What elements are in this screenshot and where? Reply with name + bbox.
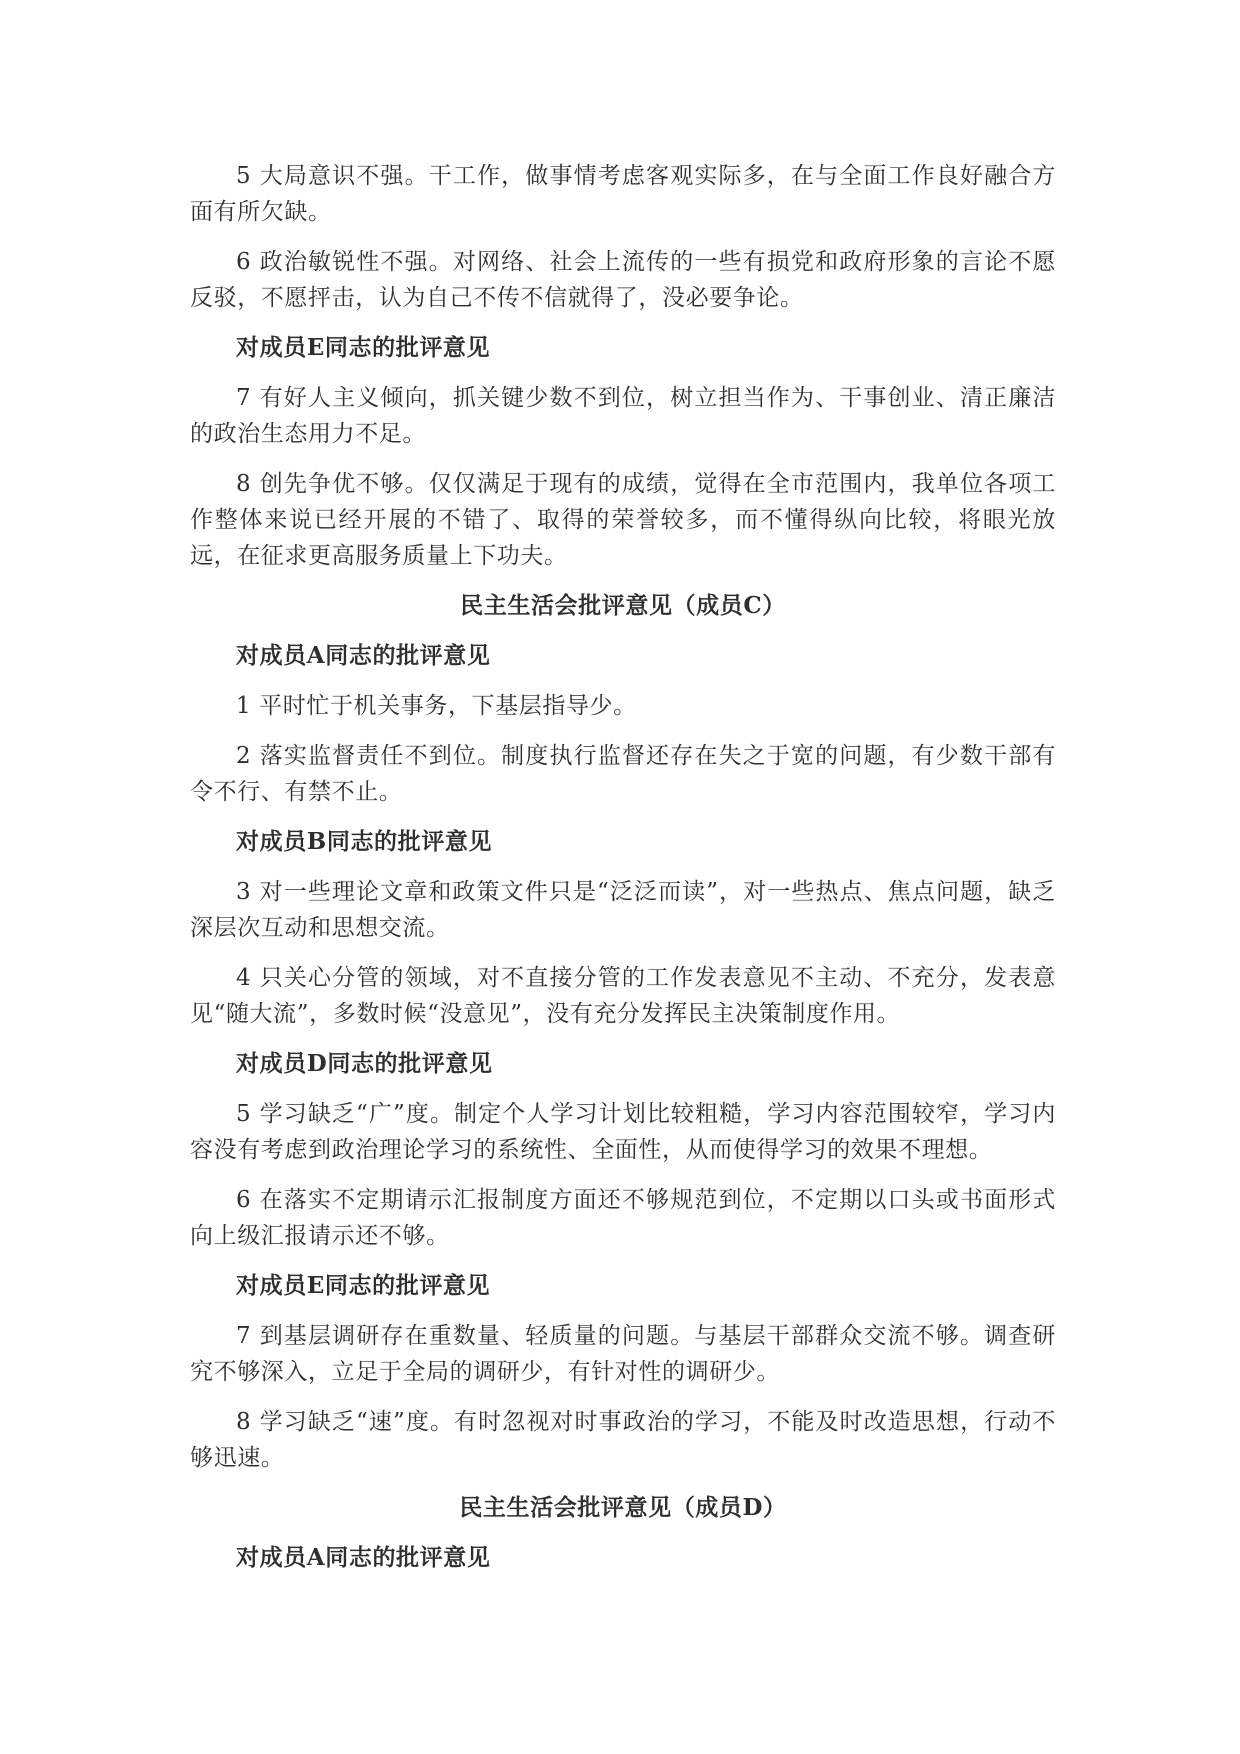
paragraph: 7 到基层调研存在重数量、轻质量的问题。与基层干部群众交流不够。调查研究不够深入，立足于全局的调研少，有针对性的调研少。 [190, 1323, 1056, 1385]
paragraph: 5 大局意识不强。干工作，做事情考虑客观实际多，在与全面工作良好融合方面有所欠缺。 [190, 163, 1056, 225]
paragraph: 5 学习缺乏“广”度。制定个人学习计划比较粗糙，学习内容范围较窄，学习内容没有考虑到政治理论学习的系统性、全面性，从而使得学习的效果不理想。 [190, 1101, 1056, 1163]
document-page [190, 158, 1056, 1590]
paragraph: 1 平时忙于机关事务，下基层指导少。 [236, 693, 637, 719]
paragraph: 4 只关心分管的领域，对不直接分管的工作发表意见不主动、不充分，发表意见“随大流”，多数时候“没意见”，没有充分发挥民主决策制度作用。 [190, 965, 1056, 1027]
section-title: 民主生活会批评意见（成员D） [459, 1494, 787, 1521]
paragraph: 7 有好人主义倾向，抓关键少数不到位，树立担当作为、干事创业、清正廉洁的政治生态用力不足。 [190, 385, 1056, 447]
sub-heading: 对成员A同志的批评意见 [236, 1544, 491, 1571]
paragraph: 3 对一些理论文章和政策文件只是“泛泛而读”，对一些热点、焦点问题，缺乏深层次互动和思想交流。 [190, 879, 1056, 941]
paragraph: 6 政治敏锐性不强。对网络、社会上流传的一些有损党和政府形象的言论不愿反驳，不愿抨击，认为自己不传不信就得了，没必要争论。 [190, 249, 1056, 311]
sub-heading: 对成员E同志的批评意见 [236, 1272, 491, 1299]
paragraph: 8 创先争优不够。仅仅满足于现有的成绩，觉得在全市范围内，我单位各项工作整体来说已经开展的不错了、取得的荣誉较多，而不懂得纵向比较，将眼光放远，在征求更高服务质量上下功夫。 [190, 471, 1056, 569]
sub-heading: 对成员A同志的批评意见 [236, 642, 491, 669]
sub-heading: 对成员D同志的批评意见 [236, 1050, 493, 1077]
sub-heading: 对成员E同志的批评意见 [236, 334, 491, 361]
sub-heading: 对成员B同志的批评意见 [236, 828, 493, 855]
paragraph: 8 学习缺乏“速”度。有时忽视对时事政治的学习，不能及时改造思想，行动不够迅速。 [190, 1409, 1056, 1471]
section-title: 民主生活会批评意见（成员C） [460, 592, 786, 619]
paragraph: 6 在落实不定期请示汇报制度方面还不够规范到位，不定期以口头或书面形式向上级汇报请示还不够。 [190, 1187, 1056, 1249]
paragraph: 2 落实监督责任不到位。制度执行监督还存在失之于宽的问题，有少数干部有令不行、有禁不止。 [190, 743, 1056, 805]
